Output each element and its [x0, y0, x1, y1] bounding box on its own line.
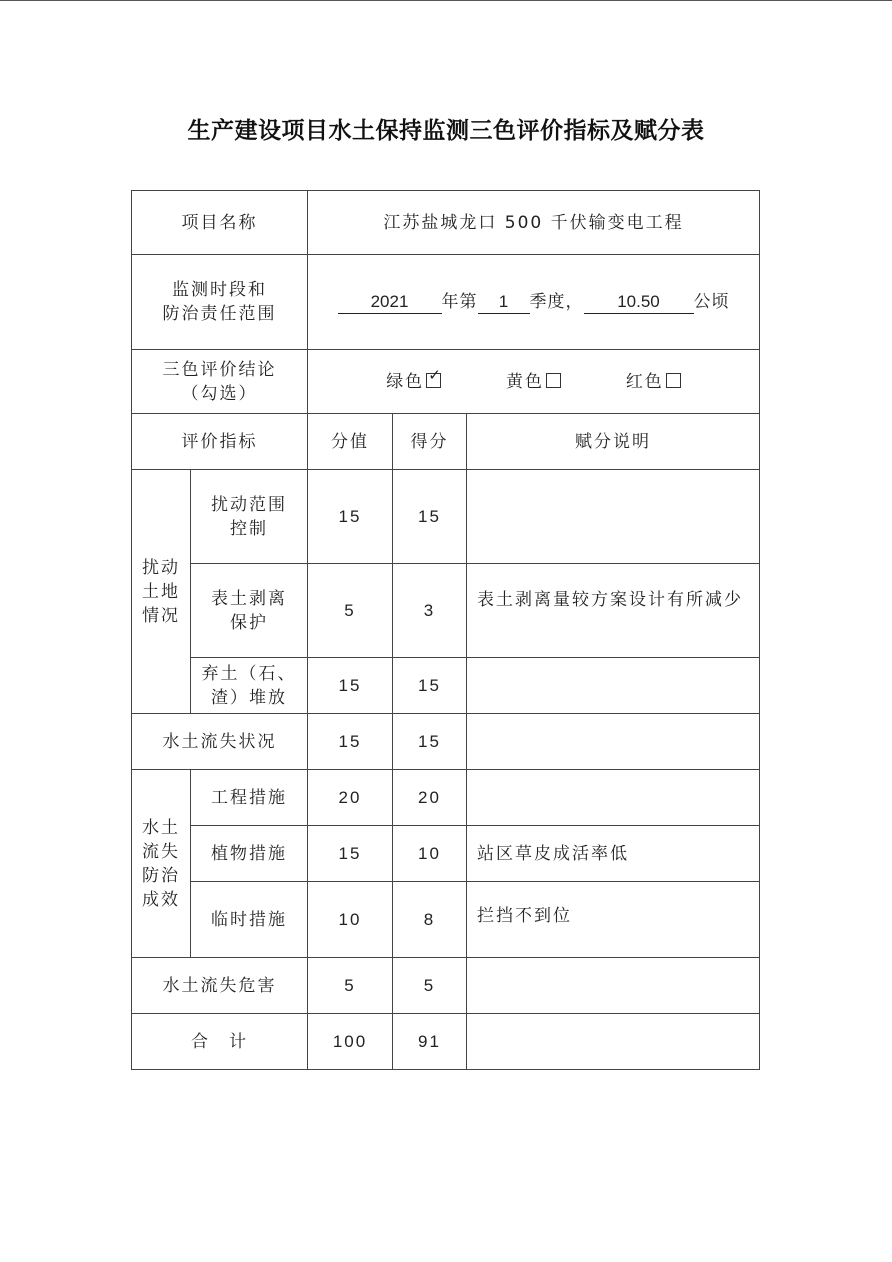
total-label: 合 计 — [132, 1014, 308, 1070]
table-row — [132, 882, 760, 958]
red-option[interactable] — [626, 372, 681, 392]
score-note: 拦挡不到位 — [467, 882, 760, 958]
conclusion-label — [132, 350, 308, 414]
quarter-field: 1 — [478, 291, 530, 314]
total-row — [132, 1014, 760, 1070]
conclusion-options — [308, 350, 760, 414]
header-score-got: 得分 — [393, 414, 467, 470]
period-label-line1: 监测时段和 — [172, 280, 267, 300]
group-prevent-line: 成效 — [142, 889, 180, 910]
indicator-name — [191, 658, 308, 714]
group-prevent-line: 流失 — [142, 841, 180, 862]
indicator-name: 植物措施 — [191, 826, 308, 882]
group-disturb-line: 情况 — [142, 605, 180, 626]
year-suffix: 年第 — [441, 292, 478, 312]
indicator-name-line: 扰动范围 — [211, 494, 287, 515]
page-top-border — [0, 0, 892, 1]
score-value: 20 — [308, 770, 393, 826]
group-disturb-line: 扰动 — [142, 557, 180, 578]
score-value: 15 — [308, 658, 393, 714]
total-note — [467, 1014, 760, 1070]
indicator-name — [191, 470, 308, 564]
score-value: 15 — [308, 470, 393, 564]
check-icon: ✓ — [428, 365, 443, 384]
group-prevent-line: 水土 — [142, 817, 180, 838]
yellow-checkbox[interactable] — [546, 373, 561, 388]
conclusion-label-line1: 三色评价结论 — [162, 359, 277, 380]
header-row — [132, 414, 760, 470]
period-row — [132, 255, 760, 350]
indicator-name: 临时措施 — [191, 882, 308, 958]
score-got: 15 — [393, 658, 467, 714]
score-value: 15 — [308, 714, 393, 770]
score-got: 3 — [393, 564, 467, 658]
conclusion-row — [132, 350, 760, 414]
yellow-label: 黄色 — [506, 371, 544, 392]
table-row — [132, 826, 760, 882]
score-note: 站区草皮成活率低 — [467, 826, 760, 882]
score-note — [467, 658, 760, 714]
green-label: 绿色 — [386, 371, 425, 392]
score-got: 20 — [393, 770, 467, 826]
period-label — [132, 255, 308, 350]
table-row — [132, 770, 760, 826]
indicator-name-line: 表土剥离 — [211, 588, 287, 609]
red-label: 红色 — [625, 371, 664, 392]
area-unit: 公顷 — [693, 292, 730, 312]
table-row — [132, 714, 760, 770]
table-row — [132, 564, 760, 658]
period-label-line2: 防治责任范围 — [162, 304, 277, 324]
header-explanation: 赋分说明 — [467, 414, 760, 470]
group-disturb — [132, 470, 191, 714]
score-value: 10 — [308, 882, 393, 958]
indicator-name — [191, 564, 308, 658]
table-row — [132, 958, 760, 1014]
area-field: 10.50 — [584, 291, 694, 314]
red-checkbox[interactable] — [666, 373, 681, 388]
score-got: 15 — [393, 470, 467, 564]
score-value: 5 — [308, 958, 393, 1014]
score-note — [467, 770, 760, 826]
header-indicator: 评价指标 — [132, 414, 308, 470]
score-got: 10 — [393, 826, 467, 882]
year-field: 2021 — [338, 291, 442, 314]
group-prevent-line: 防治 — [142, 865, 180, 886]
score-value: 5 — [308, 564, 393, 658]
page-title: 生产建设项目水土保持监测三色评价指标及赋分表 — [187, 118, 705, 144]
conclusion-label-line2: （勾选） — [181, 383, 258, 404]
indicator-name-line: 保护 — [230, 612, 268, 633]
evaluation-table — [131, 190, 760, 1070]
group-disturb-line: 土地 — [142, 581, 180, 602]
group-prevent — [132, 770, 191, 958]
green-checkbox[interactable] — [426, 365, 443, 388]
score-note: 表土剥离量较方案设计有所减少 — [467, 564, 760, 658]
project-label: 项目名称 — [132, 191, 308, 255]
indicator-name: 水土流失危害 — [132, 958, 308, 1014]
total-value: 100 — [308, 1014, 393, 1070]
project-row — [132, 191, 760, 255]
indicator-name: 水土流失状况 — [132, 714, 308, 770]
score-value: 15 — [308, 826, 393, 882]
score-note — [467, 714, 760, 770]
period-value — [308, 255, 760, 350]
indicator-name: 工程措施 — [191, 770, 308, 826]
score-got: 8 — [393, 882, 467, 958]
score-got: 5 — [393, 958, 467, 1014]
green-option[interactable] — [386, 365, 448, 392]
score-note — [467, 958, 760, 1014]
score-note — [467, 470, 760, 564]
yellow-option[interactable] — [506, 372, 568, 392]
table-row — [132, 470, 760, 564]
score-got: 15 — [393, 714, 467, 770]
header-score-value: 分值 — [308, 414, 393, 470]
table-row — [132, 658, 760, 714]
indicator-name-line: 渣）堆放 — [211, 687, 287, 708]
project-value: 江苏盐城龙口 500 千伏输变电工程 — [308, 191, 760, 255]
total-score: 91 — [393, 1014, 467, 1070]
quarter-suffix: 季度， — [529, 292, 584, 312]
indicator-name-line: 控制 — [230, 518, 268, 539]
indicator-name-line: 弃土（石、 — [201, 663, 297, 684]
